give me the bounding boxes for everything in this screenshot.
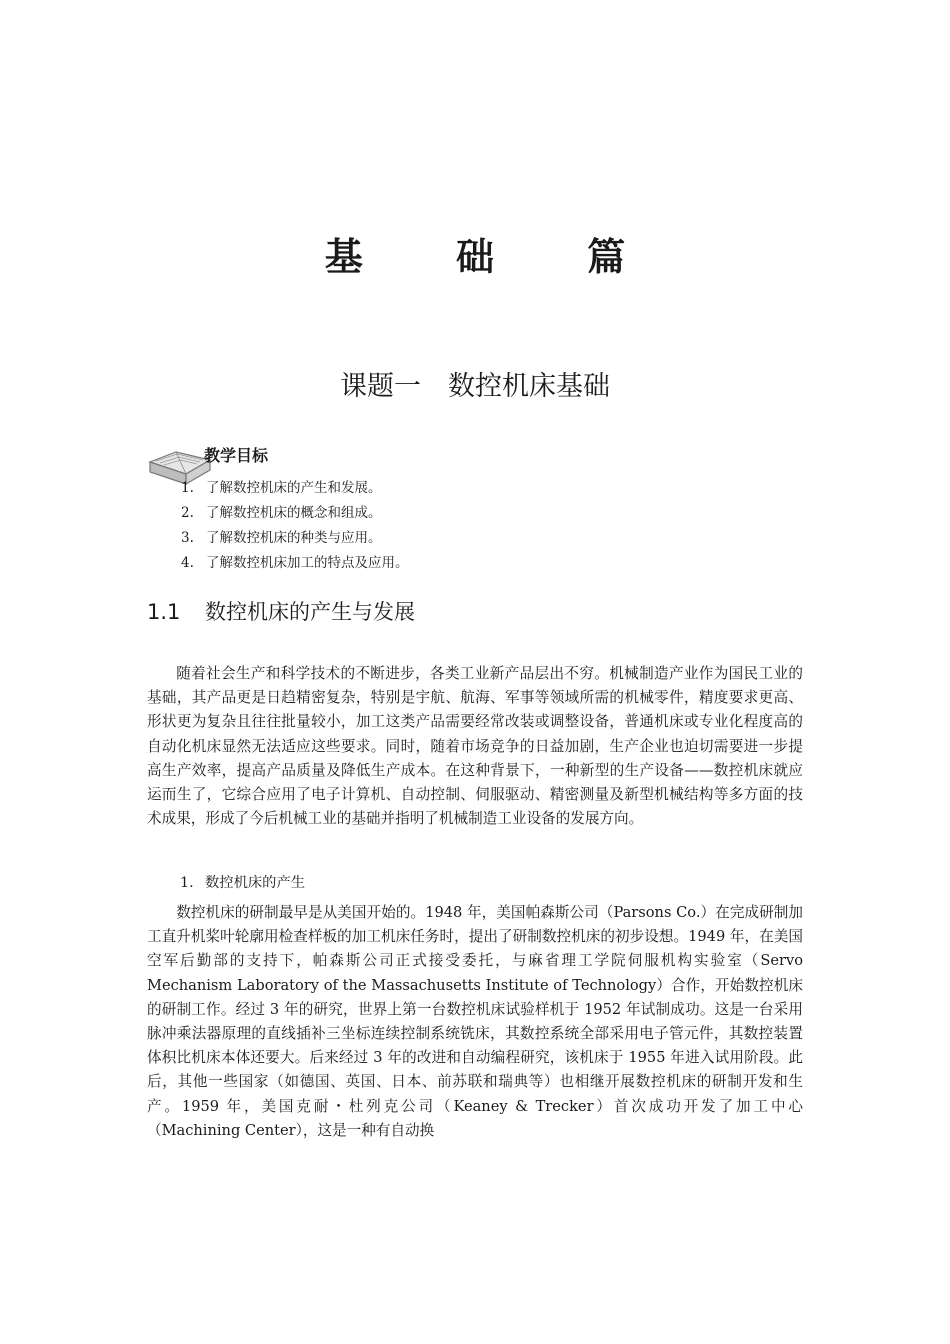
objective-item: 2. 了解数控机床的概念和组成。 [181, 505, 382, 521]
chapter-title: 课题一 数控机床基础 [340, 371, 610, 402]
body-paragraph-history: 数控机床的研制最早是从美国开始的。1948 年，美国帕森斯公司（Parsons Co.）在完成研制加工直升机桨叶轮廓用检查样板的加工机床任务时，提出了研制数控机床的初步设想。1949 年，在美国空军后勤部的支持下，帕森斯公司正式接受委托，与麻省理工学院伺服机构实验室（Servo Mechanism Laboratory of the Massachusetts Institute of Technology）合作，开始数控机床的研制工作。经过 3 年的研究，世界上第一台数控机床试验样机于 1952 年试制成功。这是一台采用脉冲乘法器原理的直线插补三坐标连续控制系统铣床，其数控系统全部采用电子管元件，其数控装置体积比机床本体还要大。后来经过 3 年的改进和自动编程研究，该机床于 1955 年进入试用阶段。此后，其他一些国家（如德国、英国、日本、前苏联和瑞典等）也相继开展数控机床的研制开发和生产。1959 年，美国克耐・杜列克公司（Keaney & Trecker）首次成功开发了加工中心（Machining Center），这是一种有自动换 [147, 904, 803, 1139]
section-heading [147, 596, 415, 626]
body-paragraph-intro: 随着社会生产和科学技术的不断进步，各类工业新产品层出不穷。机械制造产业作为国民工业的基础，其产品更是日趋精密复杂，特别是宇航、航海、军事等领域所需的机械零件，精度要求更高、形状更为复杂且往往批量较小，加工这类产品需要经常改装或调整设备，普通机床或专业化程度高的自动化机床显然无法适应这些要求。同时，随着市场竞争的日益加剧，生产企业也迫切需要进一步提高生产效率，提高产品质量及降低生产成本。在这种背景下，一种新型的生产设备——数控机床就应运而生了，它综合应用了电子计算机、自动控制、伺服驱动、精密测量及新型机械结构等多方面的技术成果，形成了今后机械工业的基础并指明了机械制造工业设备的发展方向。 [147, 665, 803, 828]
section-number: 1.1 [147, 600, 181, 624]
part-title: 基 础 篇 [324, 235, 666, 279]
objectives-heading: 教学目标 [204, 446, 269, 465]
objective-item: 3. 了解数控机床的种类与应用。 [181, 530, 382, 546]
objective-item: 4. 了解数控机床加工的特点及应用。 [181, 555, 409, 571]
section-title-text: 数控机床的产生与发展 [205, 600, 415, 624]
subsection-heading: 1. 数控机床的产生 [180, 875, 306, 891]
objective-item: 1. 了解数控机床的产生和发展。 [181, 480, 382, 496]
objectives-list [181, 476, 409, 576]
